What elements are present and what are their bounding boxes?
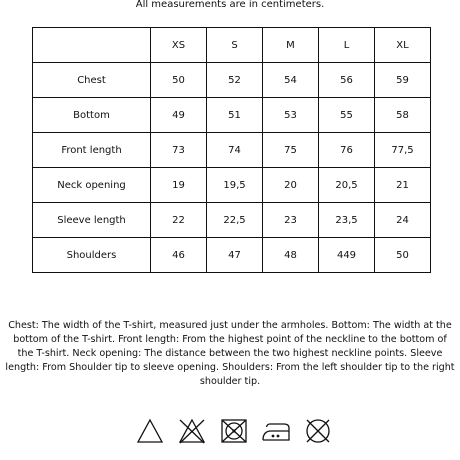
table-cell: 20 — [263, 168, 319, 203]
table-row — [33, 63, 431, 98]
table-cell: 51 — [207, 98, 263, 133]
iron-medium-heat-icon — [255, 416, 297, 446]
header-cell: XL — [375, 28, 431, 63]
table-header-row — [33, 28, 431, 63]
table-cell: 73 — [151, 133, 207, 168]
measurement-description: Chest: The width of the T-shirt, measured just under the armholes. Bottom: The width at the bottom of the T-shirt. Front length: From the highest point of the neckline to the bottom of the T-shirt. Neck opening: The distance between the two highest neckline points. Sleeve length: From Shoulder tip to sleeve opening. Shoulders: From the left shoulder tip to the right shoulder tip. — [5, 320, 455, 387]
table-cell: 58 — [375, 98, 431, 133]
row-label: Front length — [33, 133, 151, 168]
row-label: Sleeve length — [33, 203, 151, 238]
table-cell: 75 — [263, 133, 319, 168]
table-cell: 47 — [207, 238, 263, 273]
table-cell: 19 — [151, 168, 207, 203]
table-cell: 50 — [151, 63, 207, 98]
table-cell: 449 — [319, 238, 375, 273]
table-cell: 23 — [263, 203, 319, 238]
table-cell: 48 — [263, 238, 319, 273]
table-cell: 59 — [375, 63, 431, 98]
header-cell: XS — [151, 28, 207, 63]
table-cell: 53 — [263, 98, 319, 133]
do-not-tumble-dry-icon — [213, 416, 255, 446]
table-cell: 49 — [151, 98, 207, 133]
table-cell: 55 — [319, 98, 375, 133]
table-cell: 54 — [263, 63, 319, 98]
table-cell: 22,5 — [207, 203, 263, 238]
row-label: Bottom — [33, 98, 151, 133]
header-cell: L — [319, 28, 375, 63]
measurement-note: All measurements are in centimeters. — [135, 0, 325, 10]
do-not-bleach-icon — [171, 416, 213, 446]
header-cell — [33, 28, 151, 63]
table-cell: 77,5 — [375, 133, 431, 168]
size-chart-table — [32, 27, 431, 273]
table-row — [33, 203, 431, 238]
table-row — [33, 133, 431, 168]
table-cell: 22 — [151, 203, 207, 238]
table-cell: 24 — [375, 203, 431, 238]
row-label: Chest — [33, 63, 151, 98]
table-row — [33, 98, 431, 133]
table-cell: 74 — [207, 133, 263, 168]
table-cell: 76 — [319, 133, 375, 168]
table-cell: 23,5 — [319, 203, 375, 238]
table-row — [33, 238, 431, 273]
row-label: Shoulders — [33, 238, 151, 273]
header-cell: M — [263, 28, 319, 63]
table-row — [33, 168, 431, 203]
do-not-dry-clean-icon — [297, 416, 339, 446]
row-label: Neck opening — [33, 168, 151, 203]
table-cell: 20,5 — [319, 168, 375, 203]
table-cell: 19,5 — [207, 168, 263, 203]
bleach-allowed-icon — [129, 416, 171, 446]
table-cell: 50 — [375, 238, 431, 273]
table-cell: 52 — [207, 63, 263, 98]
table-cell: 21 — [375, 168, 431, 203]
header-cell: S — [207, 28, 263, 63]
care-symbols — [129, 416, 339, 446]
table-cell: 56 — [319, 63, 375, 98]
table-cell: 46 — [151, 238, 207, 273]
